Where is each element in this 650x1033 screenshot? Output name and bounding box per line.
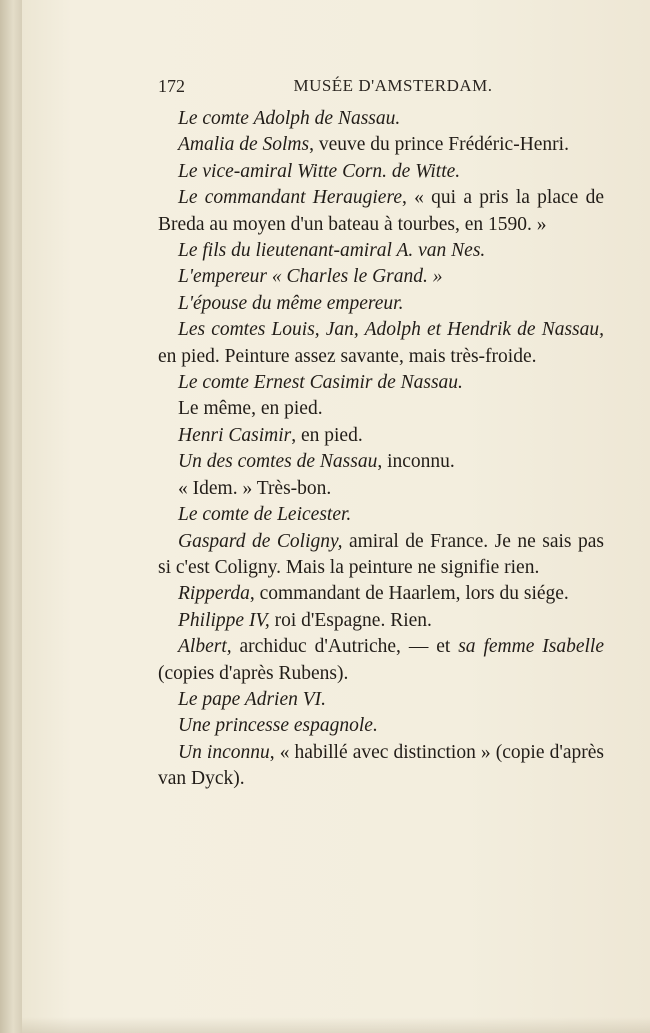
catalogue-entry: L'épouse du même empereur. bbox=[178, 292, 404, 314]
catalogue-entry: Le commandant Heraugiere, « qui a pris la place de Breda au moyen d'un bateau à tourbes, en 1590. » bbox=[158, 187, 604, 235]
catalogue-text bbox=[158, 106, 604, 793]
book-binding bbox=[0, 0, 22, 1033]
catalogue-entry: Gaspard de Coligny, amiral de France. Je ne sais pas si c'est Coligny. Mais la peinture ne signifie rien. bbox=[158, 530, 604, 578]
catalogue-entry: Un inconnu, « habillé avec distinction » (copie d'après van Dyck). bbox=[158, 741, 604, 790]
catalogue-entry: Le comte Ernest Casimir de Nassau. bbox=[178, 372, 463, 394]
catalogue-entry: « Idem. » Très-bon. bbox=[178, 477, 332, 499]
catalogue-entry: Le pape Adrien VI. bbox=[178, 688, 327, 710]
page-number: 172 bbox=[158, 76, 185, 96]
catalogue-entry: Le vice-amiral Witte Corn. de Witte. bbox=[178, 160, 461, 182]
catalogue-entry: Albert, archiduc d'Autriche, — et sa femme Isabelle (copies d'après Rubens). bbox=[158, 636, 604, 684]
catalogue-entry: Le comte de Leicester. bbox=[178, 504, 352, 526]
catalogue-entry: Henri Casimir, en pied. bbox=[178, 424, 363, 446]
catalogue-entry: Philippe IV, roi d'Espagne. Rien. bbox=[178, 609, 432, 631]
catalogue-entry: L'empereur « Charles le Grand. » bbox=[178, 266, 443, 288]
page-header bbox=[158, 76, 604, 104]
running-title: MUSÉE D'AMSTERDAM. bbox=[293, 76, 493, 95]
catalogue-entry: Ripperda, commandant de Haarlem, lors du siége. bbox=[178, 583, 569, 605]
catalogue-entry: Les comtes Louis, Jan, Adolph et Hendrik de Nassau, en pied. Peinture assez savante, mais très-froide. bbox=[158, 319, 604, 367]
catalogue-entry: Le comte Adolph de Nassau. bbox=[178, 108, 401, 129]
catalogue-entry: Une princesse espagnole. bbox=[178, 715, 378, 737]
page-bottom-edge bbox=[22, 1017, 650, 1033]
catalogue-entry: Le fils du lieutenant-amiral A. van Nes. bbox=[178, 240, 486, 262]
catalogue-entry: Amalia de Solms, veuve du prince Frédéric-Henri. bbox=[178, 134, 569, 156]
catalogue-entry: Le même, en pied. bbox=[178, 398, 323, 420]
catalogue-entry: Un des comtes de Nassau, inconnu. bbox=[178, 451, 455, 473]
